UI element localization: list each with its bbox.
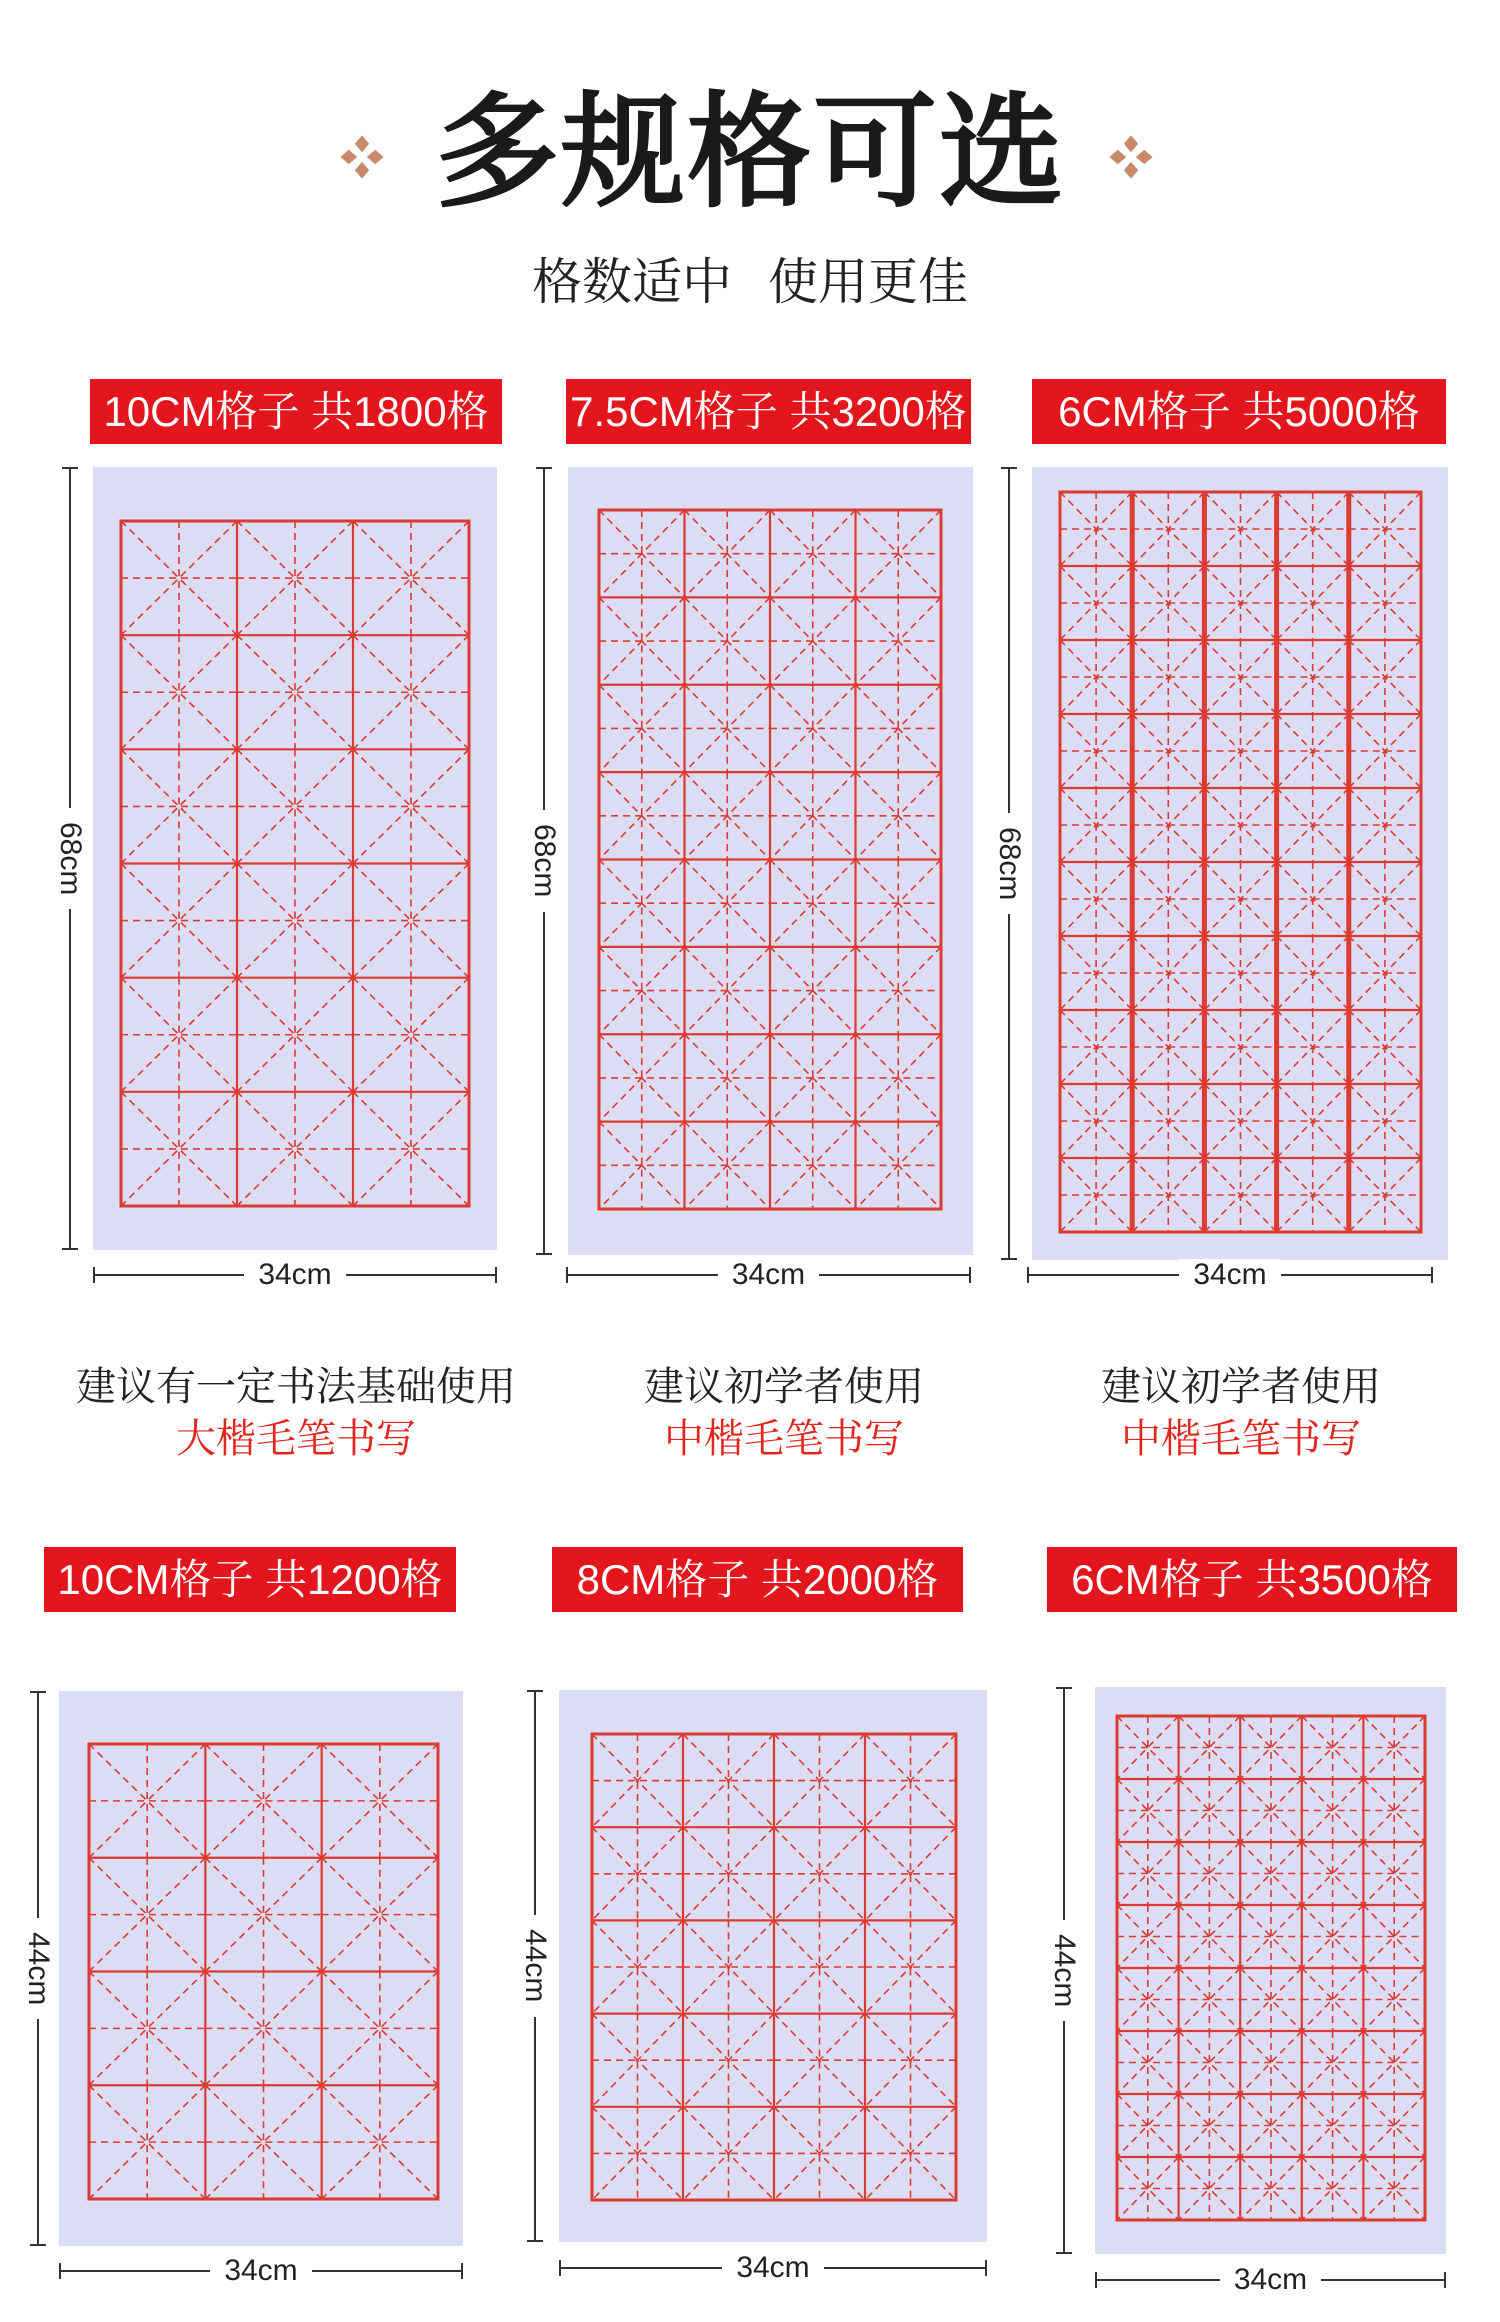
advice-text: 建议初学者使用 [644,1365,924,1409]
paper-grid-drawing [568,467,973,1255]
dimension-cap [30,1691,46,1693]
advice-text: 建议初学者使用 [1101,1365,1381,1409]
paper-grid-drawing [1032,467,1448,1260]
height-dimension [22,1691,55,2246]
height-label: 68cm [993,813,1025,914]
ornament-icon [1107,133,1155,181]
height-label: 68cm [54,808,86,909]
rice-grid-paper-sheet [59,1691,463,2246]
width-dimension [59,2254,463,2287]
dimension-cap [1027,1267,1029,1283]
dimension-cap [985,2260,987,2276]
dimension-cap [1431,1267,1433,1283]
advice-text: 建议有一定书法基础使用 [76,1365,516,1409]
dimension-cap [1444,2272,1446,2288]
height-dimension [528,467,561,1255]
dimension-cap [536,1253,552,1255]
dimension-cap [461,2263,463,2279]
page-subtitle: 格数适中 使用更佳 [532,254,968,310]
dimension-cap [1095,2272,1097,2288]
paper-background [59,1691,463,2246]
dimension-cap [559,2260,561,2276]
width-dimension [566,1258,971,1291]
dimension-cap [93,1267,95,1283]
paper-grid-drawing [59,1691,463,2246]
brush-recommendation: 中楷毛笔书写 [664,1417,904,1461]
rice-grid-paper-sheet [568,467,973,1255]
width-label: 34cm [210,2255,311,2287]
dimension-cap [59,2263,61,2279]
dimension-cap [1001,467,1017,469]
dimension-cap [527,2240,543,2242]
paper-grid-drawing [559,1690,987,2242]
rice-grid-paper-sheet [93,467,497,1250]
page-title: 多规格可选 [434,84,1065,222]
width-dimension [559,2251,987,2284]
width-dimension [93,1258,497,1291]
height-dimension [519,1690,552,2242]
height-dimension [993,467,1026,1260]
dimension-cap [495,1267,497,1283]
spec-label-6cm-5000: 6CM格子 共5000格 [1032,379,1446,444]
brush-recommendation: 大楷毛笔书写 [176,1417,416,1461]
dimension-cap [1056,1687,1072,1689]
height-label: 44cm [22,1918,54,2019]
paper-grid-drawing [1095,1687,1446,2254]
width-label: 34cm [722,2252,823,2284]
dimension-cap [30,2244,46,2246]
paper-grid-drawing [93,467,497,1250]
rice-grid-paper-sheet [1032,467,1448,1260]
dimension-cap [566,1267,568,1283]
height-label: 44cm [1048,1920,1080,2021]
dimension-cap [969,1267,971,1283]
rice-grid-paper-sheet [1095,1687,1446,2254]
height-label: 44cm [519,1915,551,2016]
width-label: 34cm [244,1259,345,1291]
dimension-cap [536,467,552,469]
spec-label-7-5cm-3200: 7.5CM格子 共3200格 [566,379,971,444]
spec-label-8cm-2000: 8CM格子 共2000格 [552,1547,963,1612]
rice-grid-paper-sheet [559,1690,987,2242]
width-label: 34cm [1179,1259,1280,1291]
height-label: 68cm [528,810,560,911]
spec-label-6cm-3500: 6CM格子 共3500格 [1047,1547,1457,1612]
height-dimension [54,467,87,1250]
width-dimension [1027,1258,1433,1291]
dimension-cap [1056,2252,1072,2254]
spec-label-10cm-1200: 10CM格子 共1200格 [44,1547,456,1612]
brush-recommendation: 中楷毛笔书写 [1121,1417,1361,1461]
width-label: 34cm [718,1259,819,1291]
spec-label-10cm-1800: 10CM格子 共1800格 [90,379,502,444]
dimension-cap [527,1690,543,1692]
dimension-cap [62,467,78,469]
height-dimension [1048,1687,1081,2254]
width-dimension [1095,2263,1446,2296]
width-label: 34cm [1220,2264,1321,2296]
dimension-cap [1001,1258,1017,1260]
dimension-cap [62,1248,78,1250]
